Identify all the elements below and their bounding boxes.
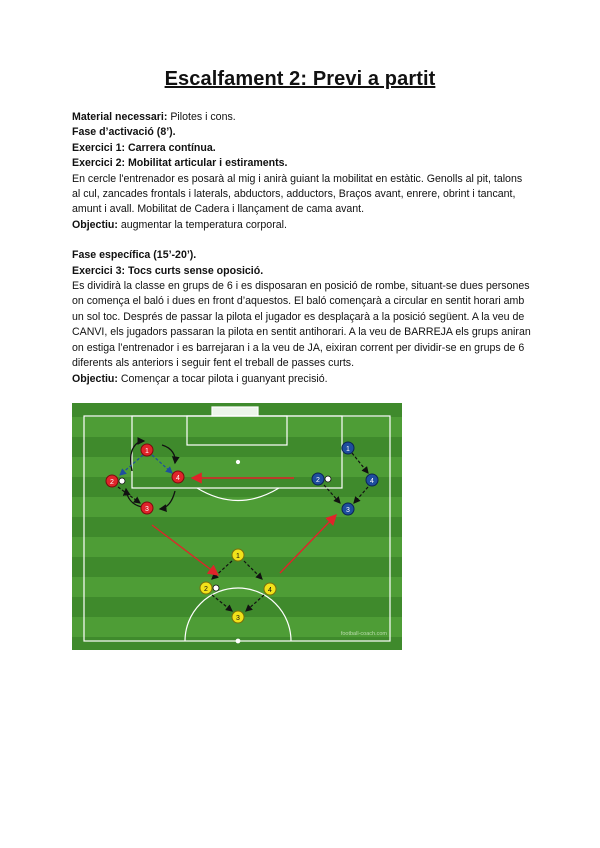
red-label-4: 4 — [176, 475, 180, 482]
watermark: football-coach.com — [340, 631, 387, 637]
yellow-label-1: 1 — [236, 553, 240, 560]
exercise-2-text: Exercici 2: Mobilitat articular i estiraments. — [72, 157, 288, 170]
red-label-1: 1 — [145, 448, 149, 455]
blue-label-3: 3 — [346, 507, 350, 514]
blue-ball-icon — [325, 476, 331, 482]
material-label: Material necessari: — [72, 111, 168, 123]
exercise-1-heading — [72, 141, 532, 156]
red-label-2: 2 — [110, 479, 114, 486]
exercise-2-heading — [72, 156, 532, 171]
objective-2-line — [72, 372, 532, 387]
page-title: Escalfament 2: Previ a partit — [164, 68, 436, 90]
yellow-label-2: 2 — [204, 586, 208, 593]
material-line — [72, 110, 532, 125]
red-label-3: 3 — [145, 506, 149, 513]
red-ball-icon — [119, 478, 125, 484]
blue-label-1: 1 — [346, 446, 350, 453]
football-drill-diagram — [72, 403, 402, 650]
blue-label-4: 4 — [370, 478, 374, 485]
blue-label-2: 2 — [316, 477, 320, 484]
activation-phase-text: Fase d’activació (8’). — [72, 126, 176, 139]
exercise-3-heading — [72, 264, 532, 279]
yellow-ball-icon — [213, 585, 219, 591]
exercise-1-text: Exercici 1: Carrera contínua. — [72, 141, 216, 154]
objective-1-label: Objectiu: — [72, 218, 118, 231]
activation-phase — [72, 125, 532, 140]
exercise-2-description: En cercle l'entrenador es posarà al mig i anirà guiant la mobilitat en estàtic. Genolls al pit, talons al cul, zancades frontals i laterals, abductors, adductors, Braços avant, enrere, obrint i tancant, amunt i avall. Mobilitat de Cadera i llançament de cama avant. — [72, 172, 523, 216]
objective-2-label: Objectiu: — [72, 372, 118, 385]
objective-1-value: augmentar la temperatura corporal. — [117, 218, 287, 231]
document-body — [72, 110, 532, 387]
exercise-3-text: Exercici 3: Tocs curts sense oposició. — [72, 264, 264, 277]
specific-phase-text: Fase específica (15’-20’). — [72, 249, 197, 262]
yellow-label-3: 3 — [236, 615, 240, 622]
yellow-label-4: 4 — [268, 587, 272, 594]
specific-phase — [72, 248, 532, 263]
objective-2-value: Començar a tocar pilota i guanyant precisió. — [117, 372, 328, 385]
pitch-svg — [72, 403, 402, 650]
objective-1-line — [72, 218, 532, 233]
exercise-3-description: Es dividirà la classe en grups de 6 i es disposaran en posició de rombe, situant-se dues persones on comença el baló i dues en front d’aquestos. El baló començarà a circular en sentit horari amb un sol toc. Després de passar la pilota el jugador es desplaçarà a la posició següent. A la veu de CANVI, els jugadors passaran la pilota en sentit antihorari. A la veu de BARREJA els grups aniran on estiga l’entrenador i es barrejaran i a la veu de JA, eixiran corrent per dividir-se en grups de 6 diferents als anteriors i seguir fent el treball de passes curts. — [72, 280, 531, 370]
material-value: Pilotes i cons. — [167, 111, 236, 123]
